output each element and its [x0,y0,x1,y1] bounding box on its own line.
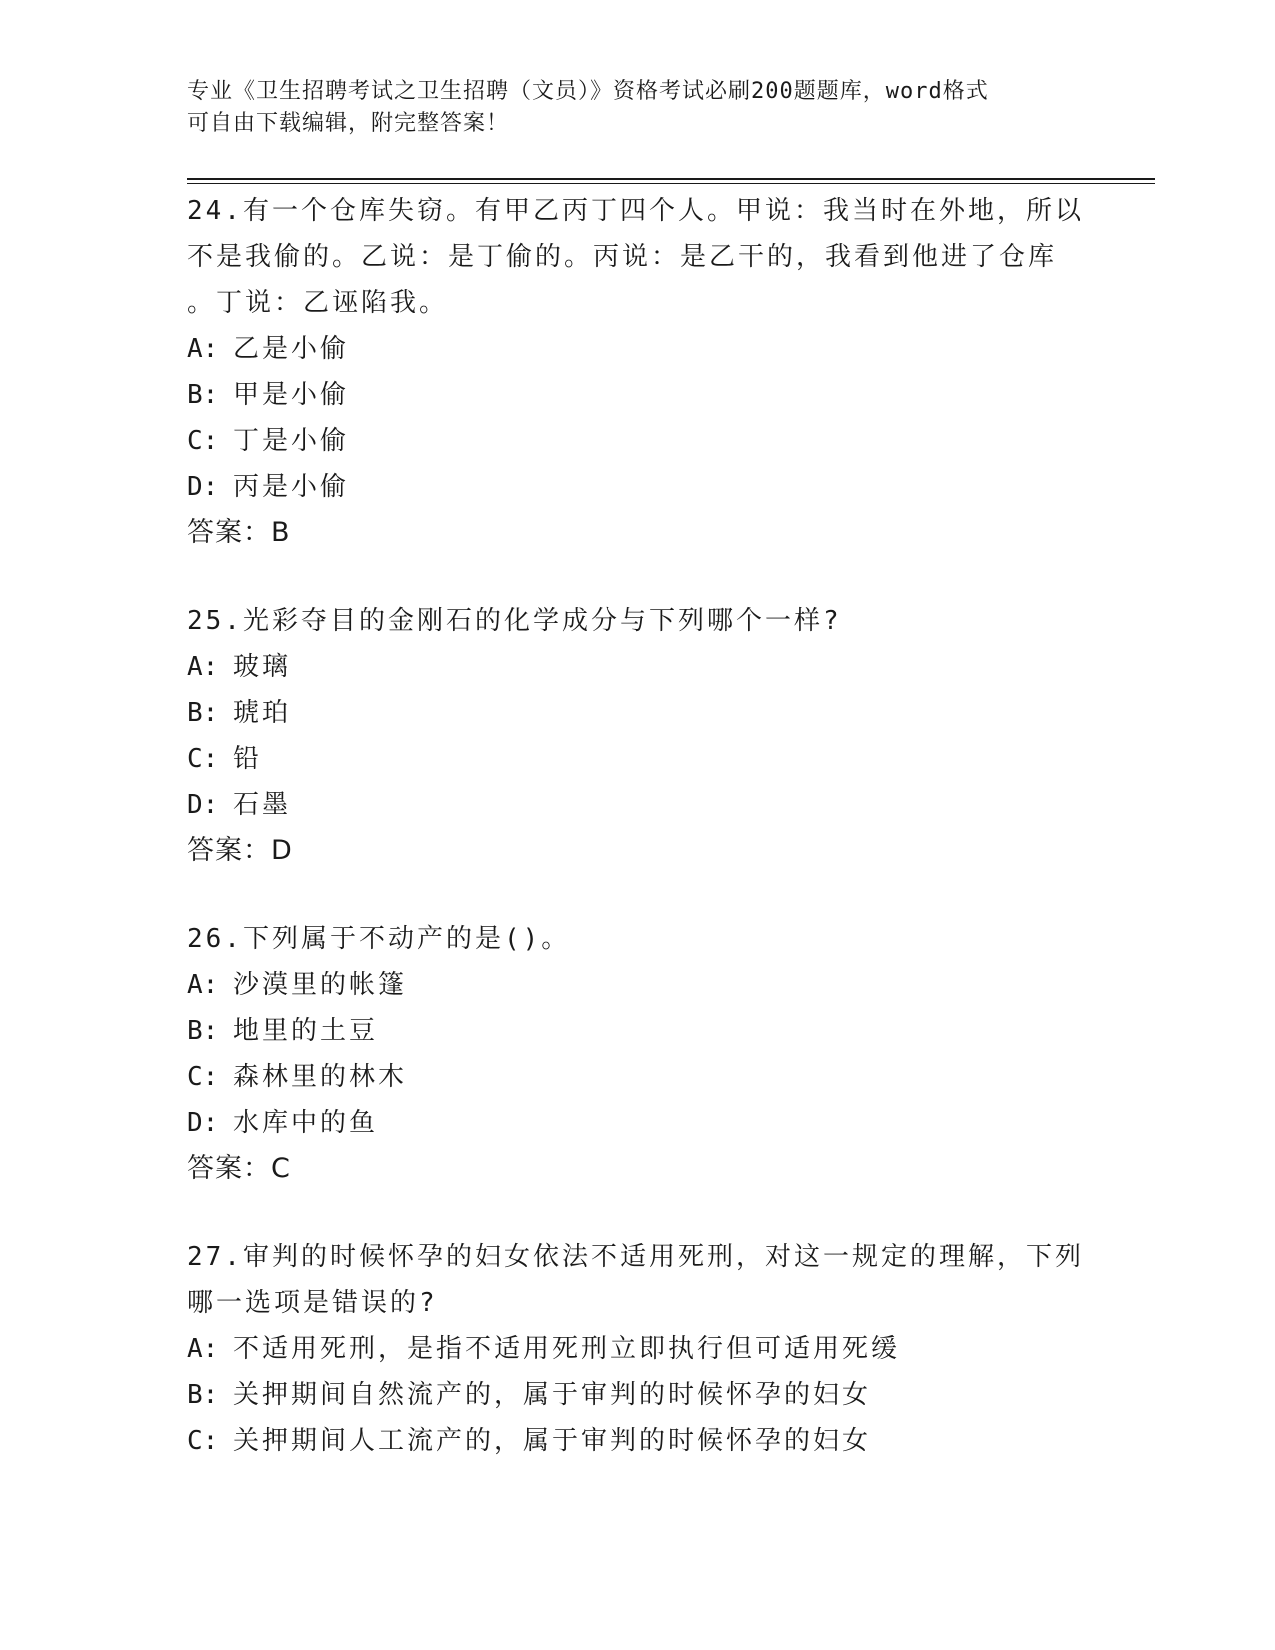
option-a [187,326,1087,372]
question-24 [187,188,1087,556]
question-26 [187,916,1087,1192]
option-text: 沙漠里的帐篷 [233,970,408,1000]
option-letter: B: [187,1016,219,1046]
option-c [187,736,1087,782]
option-letter: C: [187,1062,219,1092]
document-header [187,76,1067,140]
option-d [187,1100,1087,1146]
option-letter: B: [187,380,219,410]
question-text-line: 26.下列属于不动产的是()。 [187,924,571,954]
question-25 [187,598,1087,874]
question-text-line: 不是我偷的。乙说：是丁偷的。丙说：是乙干的，我看到他进了仓库 [187,242,1058,272]
answer-label: 答案：C [187,1153,291,1184]
option-b [187,1372,1087,1418]
option-d [187,782,1087,828]
option-c [187,418,1087,464]
option-a [187,962,1087,1008]
option-text: 琥珀 [233,698,292,728]
option-text: 甲是小偷 [233,380,350,410]
option-a [187,644,1087,690]
option-letter: B: [187,1380,219,1410]
option-text: 丁是小偷 [233,426,350,456]
question-text-line: 24.有一个仓库失窃。有甲乙丙丁四个人。甲说：我当时在外地，所以 [187,196,1084,226]
answer-label: 答案：B [187,517,291,548]
question-text-line: 25.光彩夺目的金刚石的化学成分与下列哪个一样? [187,606,842,636]
question-text-line: 27.审判的时候怀孕的妇女依法不适用死刑，对这一规定的理解，下列 [187,1242,1084,1272]
option-a [187,1326,1087,1372]
option-letter: D: [187,472,219,502]
option-text: 玻璃 [233,652,292,682]
option-letter: D: [187,1108,219,1138]
option-letter: C: [187,744,219,774]
option-letter: D: [187,790,219,820]
question-text-line: 。丁说：乙诬陷我。 [187,288,449,318]
header-title-line-2: 可自由下载编辑，附完整答案！ [187,111,510,136]
option-d [187,464,1087,510]
header-title-line-1: 专业《卫生招聘考试之卫生招聘（文员）》资格考试必刷200题题库，word格式 [187,79,989,104]
option-letter: A: [187,970,219,1000]
option-letter: A: [187,334,219,364]
option-letter: B: [187,698,219,728]
option-text: 森林里的林木 [233,1062,408,1092]
option-c [187,1054,1087,1100]
option-text: 水库中的鱼 [233,1108,379,1138]
option-text: 铅 [233,744,263,774]
question-list [187,188,1087,1464]
option-text: 丙是小偷 [233,472,350,502]
option-b [187,1008,1087,1054]
option-text: 关押期间人工流产的，属于审判的时候怀孕的妇女 [233,1426,872,1456]
option-b [187,690,1087,736]
answer-label: 答案：D [187,835,293,866]
option-c [187,1418,1087,1464]
option-letter: A: [187,652,219,682]
option-letter: C: [187,1426,219,1456]
option-b [187,372,1087,418]
option-text: 乙是小偷 [233,334,350,364]
question-text-line: 哪一选项是错误的? [187,1288,438,1318]
option-letter: C: [187,426,219,456]
question-27 [187,1234,1087,1464]
header-divider-thin [187,183,1155,184]
option-text: 关押期间自然流产的，属于审判的时候怀孕的妇女 [233,1380,872,1410]
option-letter: A: [187,1334,219,1364]
option-text: 石墨 [233,790,292,820]
header-divider-thick [187,178,1155,180]
option-text: 不适用死刑，是指不适用死刑立即执行但可适用死缓 [233,1334,901,1364]
option-text: 地里的土豆 [233,1016,379,1046]
